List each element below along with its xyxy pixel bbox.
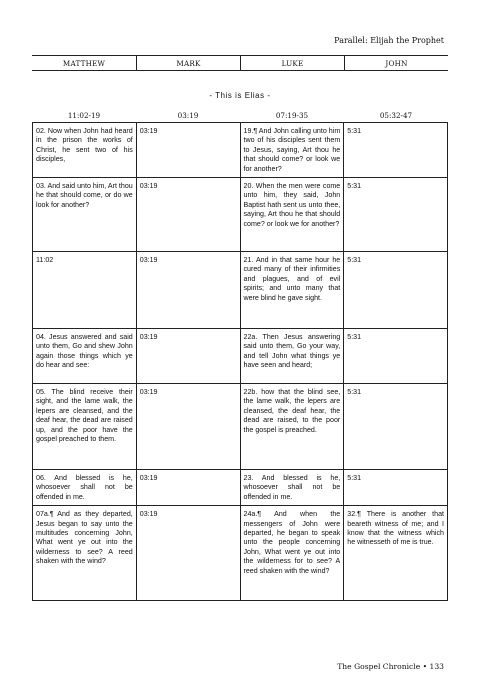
table-row	[33, 178, 448, 252]
cell-mark: 03:19	[136, 506, 240, 601]
cell-matthew: 06. And blessed is he, whosoever shall not be offended in me.	[33, 470, 137, 506]
cell-john: 5:31	[344, 123, 448, 178]
table-row	[33, 506, 448, 601]
table-row	[33, 252, 448, 329]
cell-matthew: 04. Jesus answered and said unto them, Go and shew John again those things which ye do hear and see:	[33, 329, 137, 384]
cell-mark: 03:19	[136, 178, 240, 252]
cell-mark: 03:19	[136, 384, 240, 470]
section-title: - This is Elias -	[209, 91, 271, 100]
cell-mark: 03:19	[136, 329, 240, 384]
cell-luke: 20. When the men were come unto him, they said, John Baptist hath sent us unto thee, saying, Art thou he that should come? or look we for another?	[240, 178, 344, 252]
cell-matthew: 02. Now when John had heard in the prison the works of Christ, he sent two of his disciples,	[33, 123, 137, 178]
cell-john: 32.¶ There is another that beareth witness of me; and I know that the witness which he witnesseth of me is true.	[344, 506, 448, 601]
reference-luke: 07:19-35	[275, 111, 309, 120]
cell-john: 5:31	[344, 384, 448, 470]
gospel-header-john: JOHN	[344, 56, 448, 70]
reference-row	[32, 111, 448, 120]
cell-mark: 03:19	[136, 252, 240, 329]
cell-luke: 22a. Then Jesus answering said unto them, Go your way, and tell John what things ye have seen and heard;	[240, 329, 344, 384]
cell-luke: 23. And blessed is he, whosoever shall not be offended in me.	[240, 470, 344, 506]
gospel-header-matthew: MATTHEW	[62, 58, 106, 68]
table-row	[33, 123, 448, 178]
table-row	[33, 384, 448, 470]
reference-john: 05:32-47	[379, 111, 413, 120]
parallel-label: Parallel: Elijah the Prophet	[334, 36, 444, 45]
cell-john: 5:31	[344, 252, 448, 329]
cell-mark: 03:19	[136, 470, 240, 506]
gospel-header-mark: MARK	[136, 56, 240, 70]
cell-matthew: 07a.¶ And as they departed, Jesus began to say unto the multitudes concerning John, What went ye out into the wilderness to see? A reed shaken with the wind?	[33, 506, 137, 601]
cell-john: 5:31	[344, 470, 448, 506]
cell-mark: 03:19	[136, 123, 240, 178]
cell-john: 5:31	[344, 329, 448, 384]
cell-john: 5:31	[344, 178, 448, 252]
cell-matthew: 05. The blind receive their sight, and the lame walk, the lepers are cleansed, and the deaf hear, the dead are raised up, and the poor have the gospel preached to them.	[33, 384, 137, 470]
table-row	[33, 470, 448, 506]
gospel-header-luke: LUKE	[240, 56, 344, 70]
cell-luke: 19.¶ And John calling unto him two of his disciples sent them to Jesus, saying, Art thou he that should come? or look we for another?	[240, 123, 344, 178]
gospel-header-row	[32, 55, 448, 71]
parallel-table	[32, 122, 448, 601]
reference-mark: 03:19	[177, 111, 199, 120]
page-footer: The Gospel Chronicle • 133	[337, 662, 444, 671]
cell-matthew: 11:02	[33, 252, 137, 329]
table-row	[33, 329, 448, 384]
cell-luke: 21. And in that same hour he cured many of their infirmities and plagues, and of evil spirits; and unto many that were blind he gave sight.	[240, 252, 344, 329]
cell-luke: 24a.¶ And when the messengers of John were departed, he began to speak unto the people concerning John, What went ye out into the wilderness for to see? A reed shaken with the wind?	[240, 506, 344, 601]
cell-luke: 22b. how that the blind see, the lame walk, the lepers are cleansed, the deaf hear, the dead are raised, to the poor the gospel is preached.	[240, 384, 344, 470]
cell-matthew: 03. And said unto him, Art thou he that should come, or do we look for another?	[33, 178, 137, 252]
reference-matthew: 11:02-19	[67, 111, 101, 120]
